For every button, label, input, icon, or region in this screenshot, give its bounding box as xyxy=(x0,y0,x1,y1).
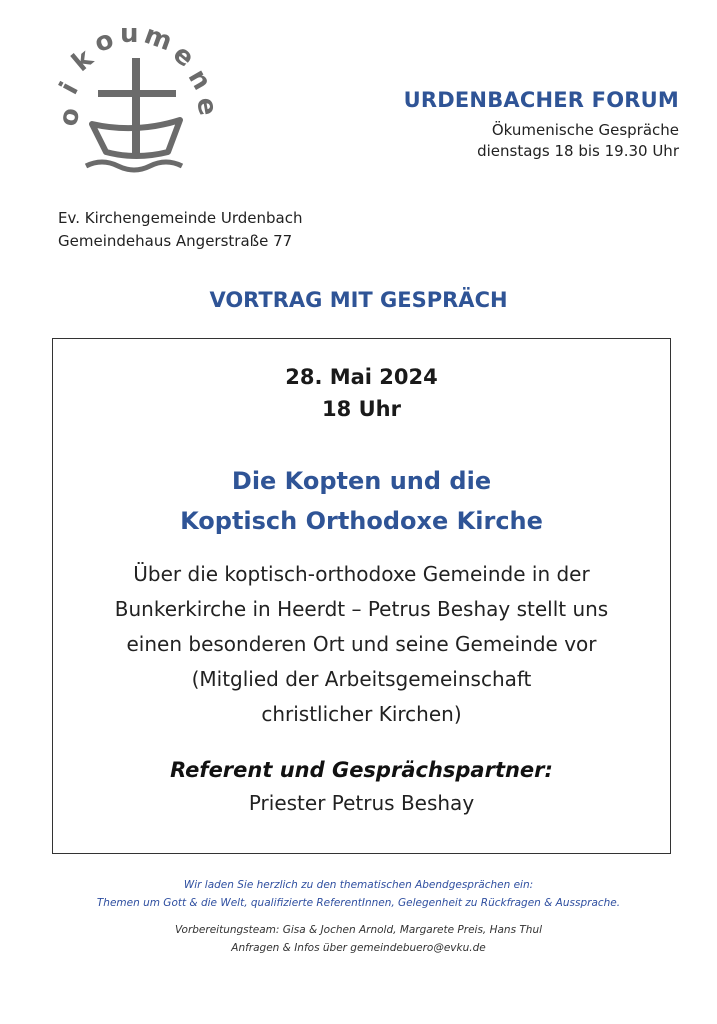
contact-line: Anfragen & Infos über gemeindebuero@evku.de xyxy=(231,942,486,954)
header-block xyxy=(404,88,679,162)
event-date: 28. Mai 2024 xyxy=(285,365,438,389)
invitation-line: Wir laden Sie herzlich zu den thematischen Abendgesprächen ein: xyxy=(183,879,534,891)
forum-subtitle: Ökumenische Gespräche xyxy=(491,121,679,139)
description-line: einen besonderen Ort und seine Gemeinde vor xyxy=(126,632,597,656)
invitation-line: Themen um Gott & die Welt, qualifizierte ReferentInnen, Gelegenheit zu Rückfragen & Aussprache. xyxy=(96,897,621,909)
event-time: 18 Uhr xyxy=(322,397,401,421)
speaker-name: Priester Petrus Beshay xyxy=(248,791,475,815)
team-line: Vorbereitungsteam: Gisa & Jochen Arnold, Margarete Preis, Hans Thul xyxy=(174,924,543,936)
parish-address xyxy=(58,207,302,253)
logo-letter: i xyxy=(54,77,85,100)
talk-description xyxy=(53,557,670,732)
description-line: (Mitglied der Arbeitsgemeinschaft xyxy=(191,667,532,691)
oikoumene-logo xyxy=(52,24,222,174)
description-line: christlicher Kirchen) xyxy=(261,702,462,726)
forum-schedule: dienstags 18 bis 19.30 Uhr xyxy=(477,142,679,160)
parish-name: Ev. Kirchengemeinde Urdenbach xyxy=(58,209,303,227)
logo-letter: k xyxy=(66,43,100,78)
logo-letter: e xyxy=(167,39,200,74)
description-line: Über die koptisch-orthodoxe Gemeinde in der xyxy=(133,562,590,586)
organizer-info xyxy=(0,921,717,957)
forum-title: URDENBACHER FORUM xyxy=(403,88,679,112)
parish-location: Gemeindehaus Angerstraße 77 xyxy=(58,232,293,250)
logo-letter: m xyxy=(140,24,176,58)
section-title: VORTRAG MIT GESPRÄCH xyxy=(209,288,508,312)
logo-letter: o xyxy=(90,24,118,59)
logo-letter: u xyxy=(120,24,139,49)
logo-letter: e xyxy=(190,95,222,118)
cross-and-boat-icon xyxy=(52,24,222,174)
invitation-text xyxy=(0,876,717,912)
talk-title xyxy=(53,461,670,541)
event-box xyxy=(52,338,671,854)
description-line: Bunkerkirche in Heerdt – Petrus Beshay stellt uns xyxy=(114,597,609,621)
speaker-label: Referent und Gesprächspartner: xyxy=(170,758,553,782)
talk-title-line: Die Kopten und die xyxy=(231,467,492,495)
talk-title-line: Koptisch Orthodoxe Kirche xyxy=(180,507,543,535)
logo-letter: n xyxy=(181,64,217,96)
logo-letter: o xyxy=(53,105,87,129)
